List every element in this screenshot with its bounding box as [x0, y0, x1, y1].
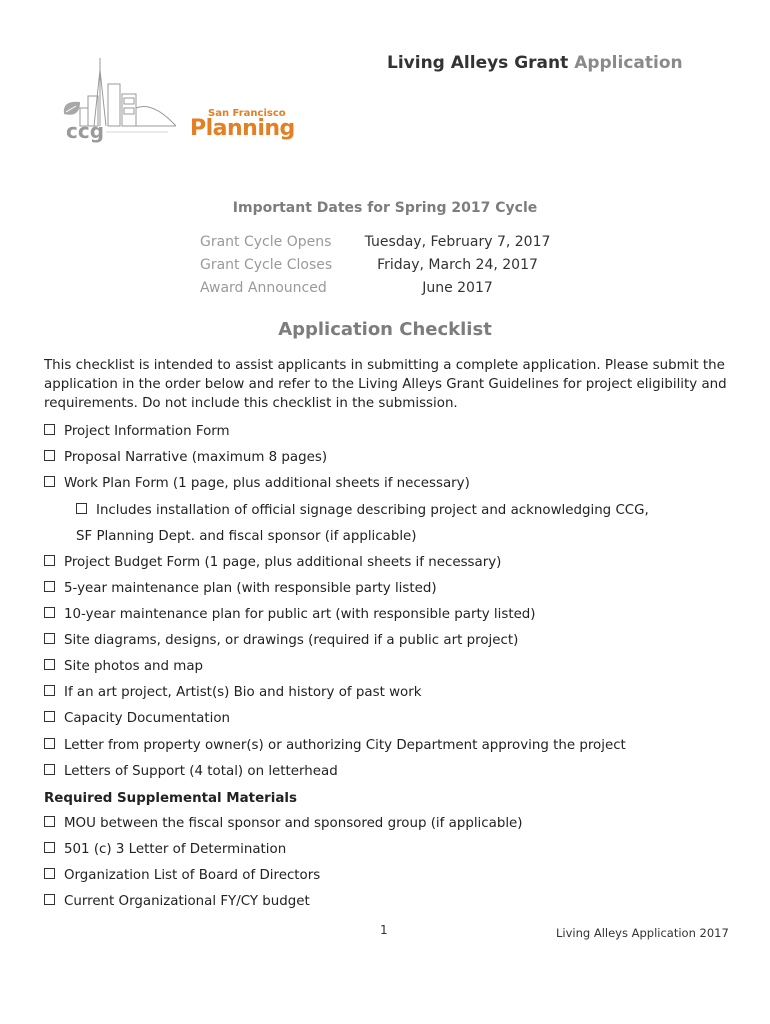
checklist-item-label: Project Information Form [64, 424, 230, 439]
checklist-item-label: Organization List of Board of Directors [64, 868, 321, 883]
supplemental-item [44, 868, 320, 890]
date-label: Award Announced [200, 280, 327, 296]
checkbox-icon[interactable] [44, 555, 55, 566]
checkbox-icon[interactable] [44, 607, 55, 618]
checkbox-icon[interactable] [44, 868, 55, 879]
date-row [200, 257, 570, 279]
checklist-subitem [76, 503, 649, 525]
checkbox-icon[interactable] [44, 424, 55, 435]
checklist-item [44, 555, 501, 577]
checklist-item-label: Letter from property owner(s) or authorizing City Department approving the project [64, 738, 626, 753]
checklist-item [44, 764, 338, 786]
supplemental-item [44, 894, 310, 916]
title-main: Living Alleys Grant [387, 53, 569, 73]
date-label: Grant Cycle Closes [200, 257, 333, 273]
checklist-item [44, 633, 518, 655]
checklist-item-label: Letters of Support (4 total) on letterhead [64, 764, 338, 779]
checklist-item [44, 476, 470, 498]
document-title [387, 53, 683, 73]
checkbox-icon[interactable] [44, 685, 55, 696]
checklist-item-label: Includes installation of official signage describing project and acknowledging CCG, [96, 503, 649, 518]
checkbox-icon[interactable] [44, 842, 55, 853]
checklist-item-label: Work Plan Form (1 page, plus additional sheets if necessary) [64, 476, 470, 491]
checklist-item-label: Project Budget Form (1 page, plus additional sheets if necessary) [64, 555, 502, 570]
checklist-item [44, 424, 230, 446]
checkbox-icon[interactable] [44, 659, 55, 670]
supplemental-item [44, 842, 286, 864]
supplemental-heading: Required Supplemental Materials [44, 791, 297, 806]
checklist-item-label: SF Planning Dept. and fiscal sponsor (if applicable) [76, 529, 417, 544]
checklist-item-label: 5-year maintenance plan (with responsible party listed) [64, 581, 437, 596]
checklist-item-label: If an art project, Artist(s) Bio and history of past work [64, 685, 422, 700]
supplemental-item [44, 816, 523, 838]
checklist-item-label: Capacity Documentation [64, 711, 231, 726]
ccg-logo [58, 56, 176, 146]
checklist-item-label: Current Organizational FY/CY budget [64, 894, 310, 909]
date-value: Tuesday, February 7, 2017 [364, 234, 551, 250]
checklist-item [44, 711, 230, 733]
checkbox-icon[interactable] [44, 738, 55, 749]
checklist-subitem-continued [76, 529, 417, 551]
date-row [200, 234, 570, 256]
checkbox-icon[interactable] [44, 476, 55, 487]
ccg-logo-text: ccg [66, 119, 105, 143]
sf-planning-logo [190, 108, 300, 144]
date-value: Friday, March 24, 2017 [377, 257, 538, 273]
checklist-item-label: Site photos and map [64, 659, 204, 674]
page-number: 1 [380, 923, 388, 937]
checklist-item-label: 501 (c) 3 Letter of Determination [64, 842, 287, 857]
checkbox-icon[interactable] [44, 816, 55, 827]
sf-logo-big: Planning [190, 116, 295, 141]
checklist-intro: This checklist is intended to assist applicants in submitting a complete application. Please submit the application in the order below and refer to the Living Alleys Grant Guidelines for project eligibility and requirements. Do not include this checklist in the submission. [44, 358, 727, 411]
title-accent: Application [574, 53, 683, 73]
checklist-item-label: Proposal Narrative (maximum 8 pages) [64, 450, 328, 465]
checkbox-icon[interactable] [44, 633, 55, 644]
date-value: June 2017 [422, 280, 493, 296]
checklist-item-label: MOU between the fiscal sponsor and sponsored group (if applicable) [64, 816, 523, 831]
checklist-item [44, 685, 422, 707]
sf-logo-small: San Francisco [208, 108, 286, 119]
checklist-heading: Application Checklist [278, 319, 492, 340]
checklist-item [44, 581, 437, 603]
checkbox-icon[interactable] [44, 764, 55, 775]
date-label: Grant Cycle Opens [200, 234, 332, 250]
checklist-item-label: 10-year maintenance plan for public art (with responsible party listed) [64, 607, 536, 622]
checkbox-icon[interactable] [44, 581, 55, 592]
footer-text: Living Alleys Application 2017 [556, 926, 729, 940]
checklist-item-label: Site diagrams, designs, or drawings (required if a public art project) [64, 633, 519, 648]
date-row [200, 280, 570, 302]
checkbox-icon[interactable] [44, 894, 55, 905]
checkbox-icon[interactable] [44, 711, 55, 722]
checklist-item [44, 659, 203, 681]
checkbox-icon[interactable] [76, 503, 87, 514]
checklist-item [44, 607, 536, 629]
checklist-item [44, 738, 626, 760]
dates-heading: Important Dates for Spring 2017 Cycle [232, 200, 538, 216]
checkbox-icon[interactable] [44, 450, 55, 461]
checklist-item [44, 450, 327, 472]
